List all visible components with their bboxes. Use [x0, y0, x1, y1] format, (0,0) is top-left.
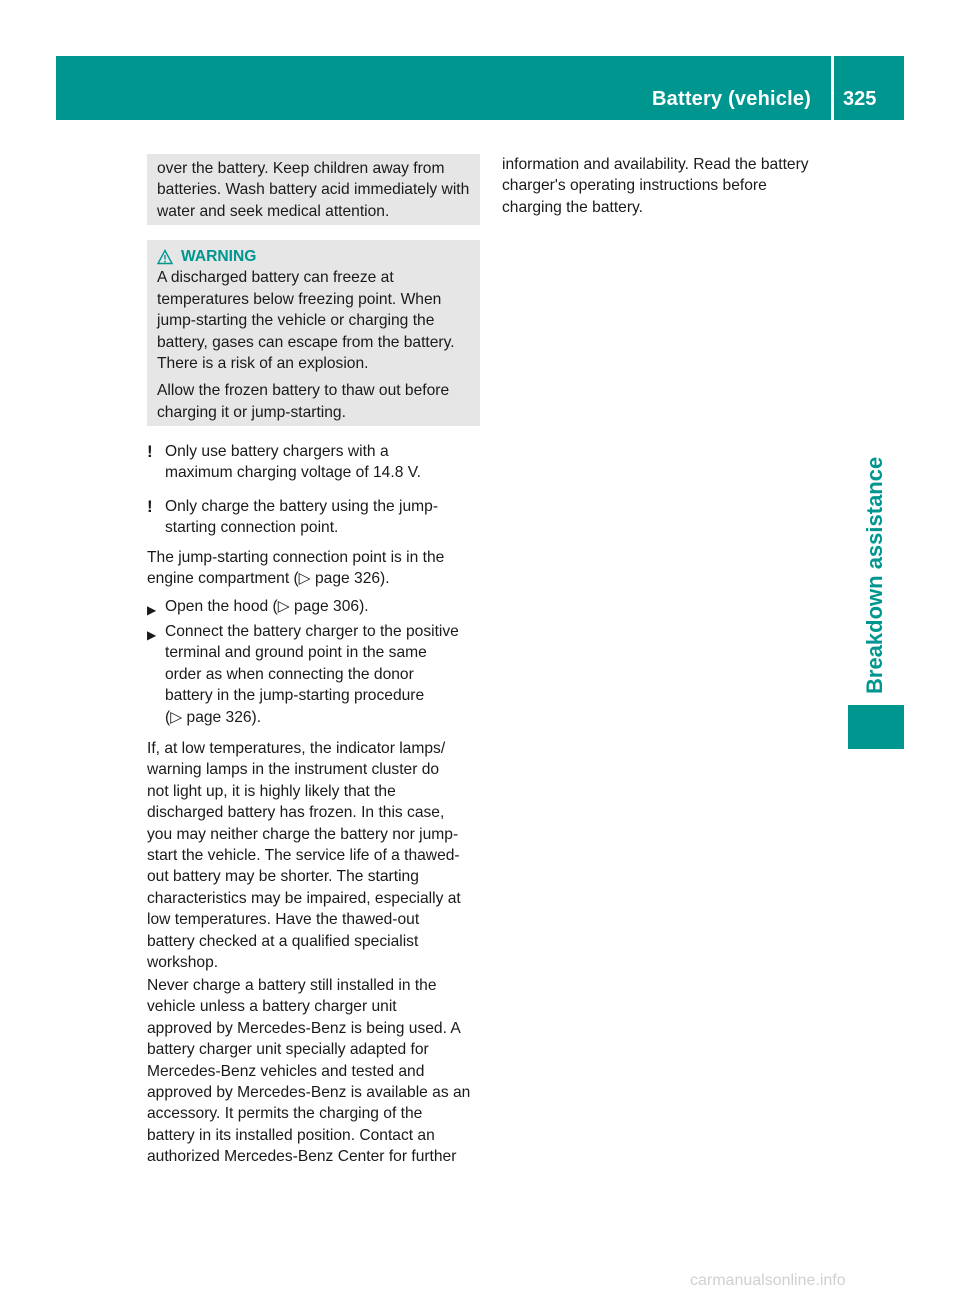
side-tab-block — [848, 705, 904, 749]
step-line: terminal and ground point in the same — [165, 644, 427, 662]
watermark: carmanualsonline.info — [690, 1272, 846, 1289]
box1-line: over the battery. Keep children away from — [157, 160, 445, 177]
para-line: low temperatures. Have the thawed-out — [147, 911, 420, 929]
para-line: charging the battery. — [502, 198, 644, 216]
paragraph-frozen — [147, 738, 482, 973]
para-line: The jump-starting connection point is in the — [147, 549, 445, 566]
warning-line: battery, gases can escape from the battery. — [157, 333, 455, 351]
warning-line: Allow the frozen battery to thaw out before — [157, 382, 450, 400]
side-tab-label: Breakdown assistance — [862, 456, 887, 694]
step-line: (▷ page 326). — [165, 708, 262, 726]
warning-triangle-icon — [157, 249, 173, 265]
para-line: accessory. It permits the charging of the — [147, 1105, 423, 1123]
para-line: not light up, it is highly likely that the — [147, 782, 396, 800]
para-line: workshop. — [147, 954, 219, 972]
para-line: you may neither charge the battery nor jump- — [147, 825, 459, 843]
warning-line: A discharged battery can freeze at — [157, 269, 394, 287]
para-line: approved by Mercedes-Benz is available as an — [147, 1084, 471, 1102]
box1-line: water and seek medical attention. — [157, 202, 390, 220]
note-line: Only use battery chargers with a — [165, 443, 389, 460]
right-column-text — [502, 154, 842, 218]
box1-line: batteries. Wash battery acid immediately with — [157, 181, 470, 199]
para-line: charger's operating instructions before — [502, 177, 767, 195]
warning-line: charging it or jump-starting. — [157, 403, 346, 421]
para-line: engine compartment (▷ page 326). — [147, 570, 390, 588]
para-line: battery charger unit specially adapted for — [147, 1041, 429, 1059]
step-arrow-icon: ▶ — [147, 603, 157, 617]
step-line: Open the hood (▷ page 306). — [165, 598, 369, 615]
para-line: out battery may be shorter. The starting — [147, 868, 419, 886]
caution-mark: ! — [147, 442, 153, 461]
warning-line: There is a risk of an explosion. — [157, 355, 369, 373]
para-line: If, at low temperatures, the indicator lamps/ — [147, 740, 446, 757]
step-line: Connect the battery charger to the positive — [165, 623, 459, 640]
warning-line: jump-starting the vehicle or charging the — [157, 312, 435, 330]
para-line: warning lamps in the instrument cluster do — [147, 761, 440, 779]
warning-para-2 — [157, 380, 472, 423]
warning-heading — [157, 246, 472, 267]
para-line: vehicle unless a battery charger unit — [147, 998, 397, 1016]
step-item — [147, 621, 482, 728]
para-line: Never charge a battery still installed in the — [147, 977, 437, 994]
caution-note — [147, 441, 482, 484]
para-line: start the vehicle. The service life of a thawed- — [147, 847, 460, 865]
para-line: authorized Mercedes-Benz Center for further — [147, 1148, 457, 1166]
para-line: battery in its installed position. Contact an — [147, 1126, 435, 1144]
paragraph-never-charge — [147, 975, 482, 1168]
section-title: Battery (vehicle) — [652, 88, 812, 110]
para-line: approved by Mercedes-Benz is being used. A — [147, 1019, 461, 1037]
para-line: battery checked at a qualified specialist — [147, 932, 419, 950]
note-line: Only charge the battery using the jump- — [165, 498, 439, 515]
note-line: starting connection point. — [165, 519, 339, 537]
header-divider — [831, 56, 834, 120]
warning-line: temperatures below freezing point. When — [157, 290, 442, 308]
caution-note — [147, 496, 482, 539]
note-line: maximum charging voltage of 14.8 V. — [165, 464, 421, 482]
para-line: information and availability. Read the battery — [502, 156, 809, 173]
page-number: 325 — [843, 88, 877, 110]
step-item — [147, 596, 482, 617]
para-line: Mercedes-Benz vehicles and tested and — [147, 1062, 425, 1080]
caution-mark: ! — [147, 497, 153, 516]
warning-heading-text: WARNING — [181, 248, 257, 265]
step-line: battery in the jump-starting procedure — [165, 687, 425, 705]
step-line: order as when connecting the donor — [165, 665, 414, 683]
para-line: characteristics may be impaired, especially at — [147, 889, 461, 907]
note-box-continued — [147, 154, 480, 225]
paragraph-connection — [147, 547, 482, 590]
para-line: discharged battery has frozen. In this case, — [147, 804, 445, 822]
warning-box — [147, 240, 480, 426]
warning-para-1 — [157, 267, 472, 374]
step-arrow-icon: ▶ — [147, 628, 157, 642]
